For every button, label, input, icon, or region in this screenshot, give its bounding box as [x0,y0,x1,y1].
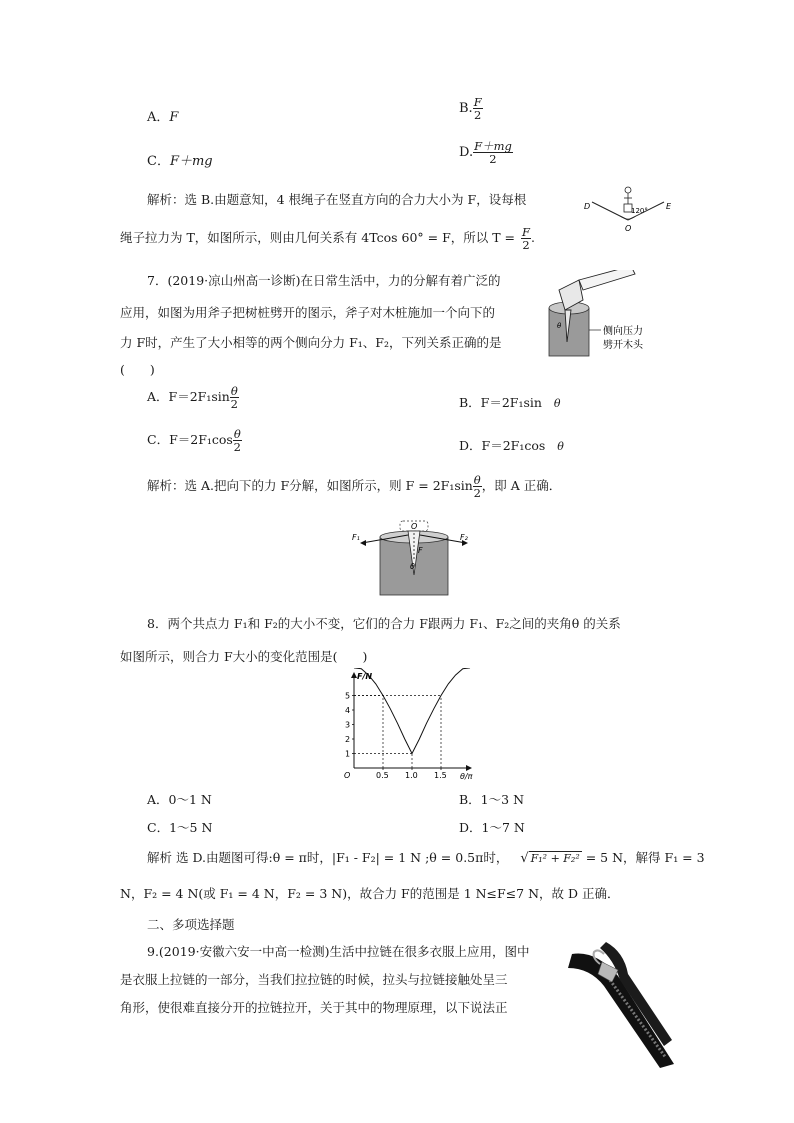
q8-option-a: A．0～1 N [147,792,212,807]
figure-head [625,187,631,193]
label-side-pressure: 侧向压力 [603,326,643,337]
x-tick-label: 0.5 [376,771,389,780]
y-tick-label: 3 [345,720,351,730]
angle-label: 120° [631,207,648,215]
x-axis-label: θ/π [460,772,473,781]
sqrt-radicand: F₁² + F₂² [530,852,580,865]
section-title: 二、多项选择题 [147,917,235,932]
q7-force-figure [348,515,478,597]
q7-stem-line1: 7．(2019·凉山州高一诊断)在日常生活中，力的分解有着广泛的 [147,273,501,288]
q8-stem-line2: 如图所示，则合力 F大小的变化范围是( ) [120,649,368,664]
chart-layer [344,668,473,781]
q7-stem-line4: ( ) [120,362,155,377]
q8-option-c: C．1～5 N [147,820,213,835]
angle-arc [620,216,636,219]
q7-option-a: A．F＝2F₁sin $\frac{\theta}{2}$ [147,384,238,412]
label-e: E [666,202,672,211]
y-tick-label: 1 [345,749,351,759]
zipper-photo [566,940,676,1068]
q6-solution-line1: 解析：选 B.由题意知，4 根绳子在竖直方向的合力大小为 F，设每根 [147,192,527,207]
q7-stem-line3: 力 F时，产生了大小相等的两个侧向分力 F₁、F₂，下列关系正确的是 [120,335,502,350]
q7-solution: 解析：选 A.把向下的力 F分解，如图所示，则 F = 2F₁sin $\frac{\theta}{2}$ ，即 A 正确． [147,473,562,501]
q8-solution-line1: 解析 选 D.由题图可得:θ = π时，|F₁ - F₂| = 1 N ;θ = 0.5π时， √ F₁² + F₂² = 5 N，解得 F₁ = 3 [147,850,705,866]
label-theta: θ [410,562,415,571]
y-tick-label: 4 [345,706,351,715]
x-tick-label: 1.0 [405,771,418,780]
q8-chart [338,668,478,784]
x-tick-label: 1.5 [434,771,447,780]
q6-option-d: D. $\frac{F+mg}{2}$ [459,139,512,167]
axe-handle [579,270,635,290]
q7-option-d: D．F＝2F₁cos θ [459,438,564,453]
y-tick-label: 5 [345,691,351,701]
q7-axe-figure [545,270,675,360]
q8-option-d: D．1～7 N [459,820,525,835]
q6-option-b: B. $\frac{F}{2}$ [459,95,482,123]
label-o: O [625,224,632,233]
q8-stem-line1: 8．两个共点力 F₁和 F₂的大小不变，它们的合力 F跟两力 F₁、F₂之间的夹角θ 的关系 [147,616,621,631]
q8-option-b: B．1～3 N [459,792,525,807]
q6-solution-line2: 绳子拉力为 T，如图所示，则由几何关系有 4Tcos 60° = F，所以 T = $\frac{F}{2}$ . [120,225,535,253]
label-f2: F₂ [460,533,468,542]
sqrt-expression [520,850,581,866]
q6-option-c: C．F＋mg [147,154,213,169]
sqrt-sign: √ [520,851,529,866]
q9-stem-line3: 角形，使很难直接分开的拉链拉开，关于其中的物理原理，以下说法正 [120,1000,508,1015]
x-axis-arrow [466,765,472,771]
q6-rope-figure [578,184,678,236]
label-split-wood: 劈开木头 [603,340,643,351]
y-tick-label: 2 [345,735,351,744]
axe-theta: θ [557,322,562,330]
q6-option-a: A．F [147,110,179,125]
label-f1: F₁ [352,533,360,542]
q7-stem-line2: 应用，如图为用斧子把树桩劈开的图示，斧子对木桩施加一个向下的 [120,305,496,320]
q7-option-c: C．F＝2F₁cos $\frac{\theta}{2}$ [147,427,241,455]
q9-stem-line1: 9.(2019·安徽六安一中高一检测)生活中拉链在很多衣服上应用，图中 [147,944,530,959]
q7-option-b: B．F＝2F₁sin θ [459,395,561,410]
q9-stem-line2: 是衣服上拉链的一部分，当我们拉拉链的时候，拉头与拉链接触处呈三 [120,972,508,987]
label-f: F [418,546,423,555]
label-o2: O [411,522,418,531]
label-d: D [584,202,591,211]
origin-label: O [344,771,351,780]
q8-solution-line2: N，F₂ = 4 N(或 F₁ = 4 N，F₂ = 3 N)，故合力 F的范围是 1 N≤F≤7 N，故 D 正确． [120,886,620,901]
arrow-f1-head [360,540,366,546]
y-axis-label: F/N [357,672,373,681]
